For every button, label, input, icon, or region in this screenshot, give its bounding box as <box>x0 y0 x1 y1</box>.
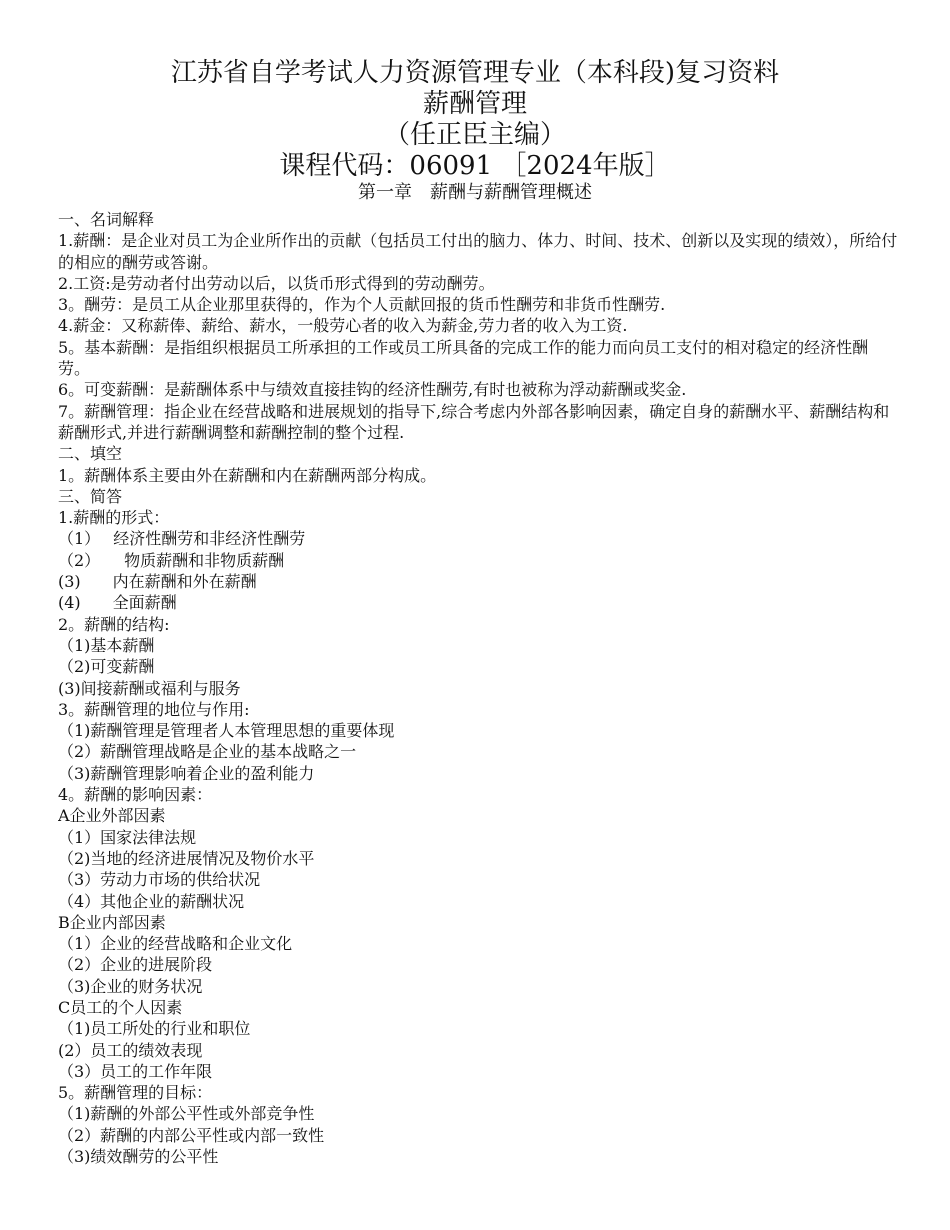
subsection-heading: B企业内部因素 <box>58 912 166 932</box>
list-item: （2）薪酬管理战略是企业的基本战略之一 <box>58 742 357 762</box>
definition-item: 6。可变薪酬：是薪酬体系中与绩效直接挂钩的经济性酬劳,有时也被称为浮动薪酬或奖金. <box>58 380 687 400</box>
definition-item: 1.薪酬：是企业对员工为企业所作出的贡献（包括员工付出的脑力、体力、时间、技术、创新以及实现的绩效），所给付的相应的酬劳或答谢。 <box>58 231 898 272</box>
question-heading: 5。薪酬管理的目标： <box>58 1083 213 1103</box>
question-heading: 1.薪酬的形式： <box>58 508 170 528</box>
list-item: （2)可变薪酬 <box>58 657 155 677</box>
question-heading: 3。薪酬管理的地位与作用: <box>58 699 250 719</box>
document-body <box>58 209 900 1167</box>
list-item: （3)绩效酬劳的公平性 <box>58 1147 219 1167</box>
document-title: 江苏省自学考试人力资源管理专业（本科段)复习资料 <box>170 58 780 88</box>
course-name: 薪酬管理 <box>422 89 527 119</box>
list-item: （2） 物质薪酬和非物质薪酬 <box>58 550 285 570</box>
list-item: (3) 内在薪酬和外在薪酬 <box>58 572 257 592</box>
section-heading: 一、名词解释 <box>58 210 155 229</box>
list-item: （3)企业的财务状况 <box>58 976 203 996</box>
list-item: (4) 全面薪酬 <box>58 593 177 613</box>
list-item: （2）薪酬的内部公平性或内部一致性 <box>58 1125 325 1145</box>
list-item: （1)员工所处的行业和职位 <box>58 1019 251 1039</box>
list-item: （3）员工的工作年限 <box>58 1061 213 1081</box>
list-item: (2）员工的绩效表现 <box>58 1040 203 1060</box>
definition-item: 3。酬劳：是员工从企业那里获得的，作为个人贡献回报的货币性酬劳和非货币性酬劳. <box>58 295 666 315</box>
section-heading: 三、简答 <box>58 486 123 506</box>
list-item: （2）企业的进展阶段 <box>58 955 213 975</box>
list-item: （1)薪酬的外部公平性或外部竞争性 <box>58 1104 315 1124</box>
list-item: （4）其他企业的薪酬状况 <box>58 891 245 911</box>
course-code: 课程代码：06091 ［2024年版］ <box>279 151 671 181</box>
list-item: （1)基本薪酬 <box>58 635 155 655</box>
section-heading: 二、填空 <box>58 444 123 464</box>
definition-item: 2.工资:是劳动者付出劳动以后，以货币形式得到的劳动酬劳。 <box>58 273 495 293</box>
list-item: （1） 经济性酬劳和非经济性酬劳 <box>58 529 306 549</box>
list-item: （1）企业的经营战略和企业文化 <box>58 934 293 954</box>
list-item: (3)间接薪酬或福利与服务 <box>58 678 241 698</box>
editor-line: （任正臣主编） <box>383 120 566 150</box>
list-item: （3）劳动力市场的供给状况 <box>58 870 261 890</box>
fill-blank-item: 1。薪酬体系主要由外在薪酬和内在薪酬两部分构成。 <box>58 465 437 485</box>
list-item: （1)薪酬管理是管理者人本管理思想的重要体现 <box>58 721 395 741</box>
question-heading: 4。薪酬的影响因素： <box>58 785 213 805</box>
subsection-heading: A企业外部因素 <box>58 806 166 826</box>
title-block <box>0 58 950 204</box>
list-item: （2)当地的经济进展情况及物价水平 <box>58 848 315 868</box>
definition-item: 4.薪金：又称薪俸、薪给、薪水，一般劳心者的收入为薪金,劳力者的收入为工资. <box>58 316 628 336</box>
list-item: （3)薪酬管理影响着企业的盈利能力 <box>58 763 315 783</box>
question-heading: 2。薪酬的结构: <box>58 614 170 634</box>
chapter-heading: 第一章 薪酬与薪酬管理概述 <box>358 182 592 203</box>
list-item: （1）国家法律法规 <box>58 827 197 847</box>
definition-item: 5。基本薪酬：是指组织根据员工所承担的工作或员工所具备的完成工作的能力而向员工支付的相对稳定的经济性酬劳。 <box>58 337 869 379</box>
definition-item: 7。薪酬管理：指企业在经营战略和进展规划的指导下,综合考虑内外部各影响因素，确定自身的薪酬水平、薪酬结构和薪酬形式,并进行薪酬调整和薪酬控制的整个过程. <box>58 401 890 442</box>
subsection-heading: C员工的个人因素 <box>58 997 183 1017</box>
